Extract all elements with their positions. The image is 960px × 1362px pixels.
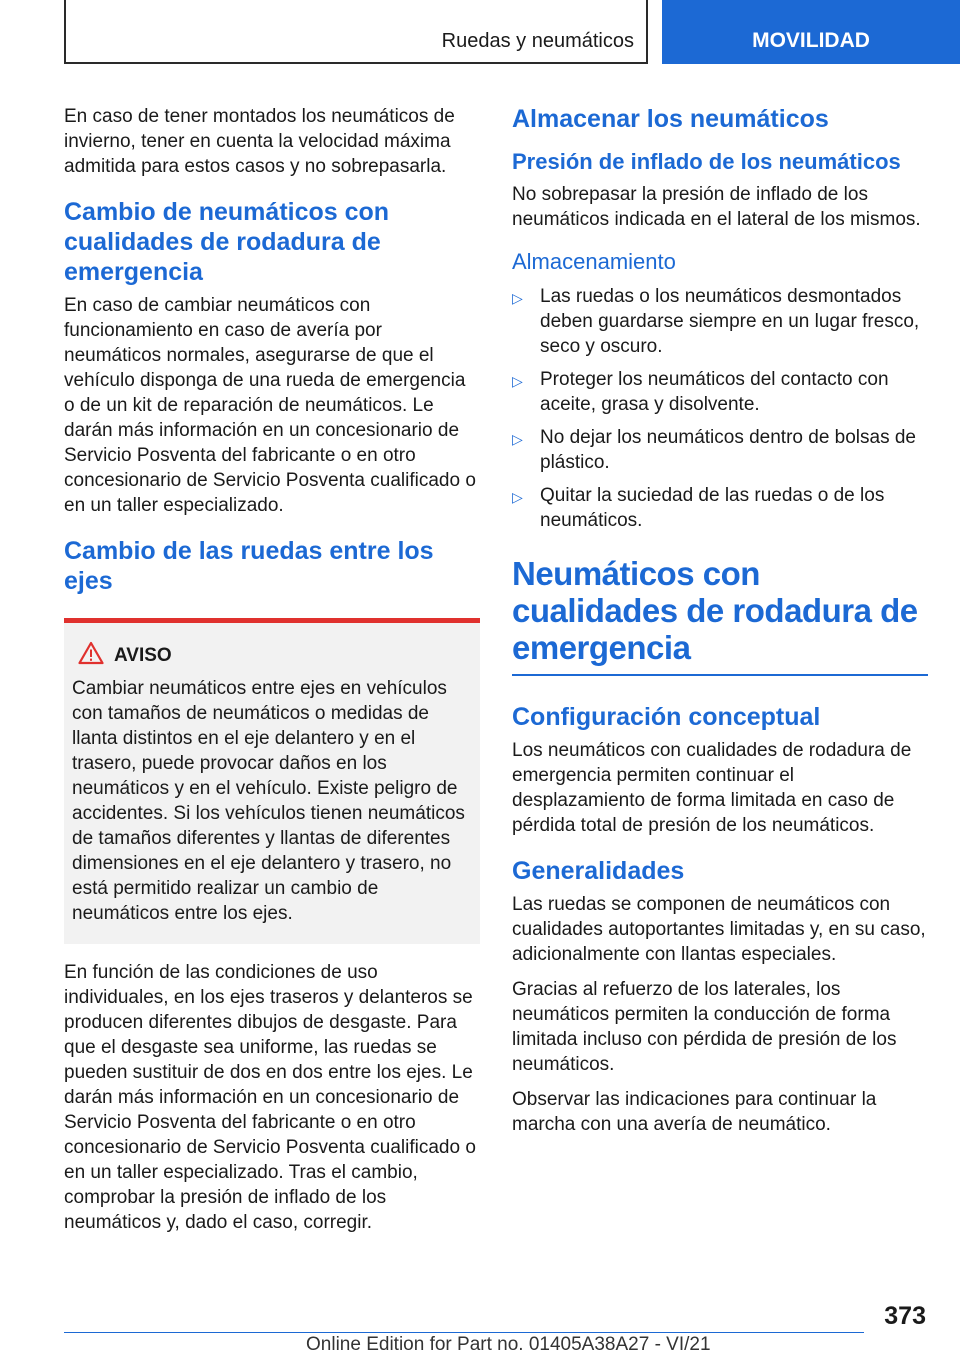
footer-edition-text: Online Edition for Part no. 01405A38A27 - VI/21 xyxy=(306,1334,711,1355)
heading-axle-wheel-change: Cambio de las ruedas entre los ejes xyxy=(64,537,434,595)
general-paragraph-2: Gracias al refuerzo de los laterales, los neumáticos permiten la conducción de forma limitada incluso con pérdida de presión de los neumáticos. xyxy=(512,979,897,1075)
heading-emergency-tire-change: Cambio de neumáticos con cualidades de rodadura de emergencia xyxy=(64,198,390,286)
left-column xyxy=(64,104,480,1245)
list-item: ▷ Quitar la suciedad de las ruedas o de los neumáticos. xyxy=(512,485,885,531)
list-item: ▷ Proteger los neumáticos del contacto con aceite, grasa y disolvente. xyxy=(512,369,889,415)
header-section-title: Ruedas y neumáticos xyxy=(441,30,634,52)
intro-paragraph: En caso de tener montados los neumáticos de invierno, tener en cuenta la velocidad máxima admitida para estos casos y no sobrepasarla. xyxy=(64,106,455,177)
list-item: ▷ No dejar los neumáticos dentro de bolsas de plástico. xyxy=(512,427,917,473)
general-paragraph-3: Observar las indicaciones para continuar la marcha con una avería de neumático. xyxy=(512,1089,877,1135)
heading-concept: Configuración conceptual xyxy=(512,703,821,731)
warning-triangle-icon xyxy=(78,641,104,670)
heading-inflation-pressure: Presión de inflado de los neumáticos xyxy=(512,149,901,174)
footer-divider xyxy=(64,1332,864,1333)
emergency-tire-change-paragraph: En caso de cambiar neumáticos con funcionamiento en caso de avería por neumáticos normales, asegurarse de que el vehículo disponga de una rueda de emergencia o de un kit de reparación de neumáticos. Le darán más información en un concesionario de Servicio Posventa del fabricante o en otro concesionario de Servicio Posventa cualificado o en un taller especializado. xyxy=(64,295,476,516)
warning-box xyxy=(64,618,480,944)
general-paragraph-1: Las ruedas se componen de neumáticos con cualidades autoportantes limitadas y, en su caso, adicionalmente con llantas especiales. xyxy=(512,894,926,965)
bullet-triangle-icon: ▷ xyxy=(512,489,523,505)
axle-wheel-change-paragraph: En función de las condiciones de uso individuales, en los ejes traseros y delanteros se producen diferentes dibujos de desgaste. Para que el desgaste sea uniforme, las ruedas se pueden sustituir de dos en dos entre los ejes. Le darán más información en un concesionario de Servicio Posventa del fabricante o en otro concesionario de Servicio Posventa cualificado o en un taller especializado. Tras el cambio, comprobar la presión de inflado de los neumáticos y, dado el caso, corregir. xyxy=(64,962,476,1233)
heading-tire-storage: Almacenar los neumáticos xyxy=(512,105,829,133)
heading-general: Generalidades xyxy=(512,857,685,885)
storage-list xyxy=(512,284,928,533)
inflation-pressure-paragraph: No sobrepasar la presión de inflado de los neumáticos indicada en el lateral de los mismos. xyxy=(512,184,921,230)
bullet-triangle-icon: ▷ xyxy=(512,373,523,389)
warning-text: Cambiar neumáticos entre ejes en vehículos con tamaños de neumáticos o medidas de llanta distintos en el eje delantero y en el trasero, puede provocar daños en los neumáticos y en el vehículo. Existe peligro de accidentes. Si los vehículos tienen neumáticos de tamaños diferentes y llantas de diferentes dimensiones en el eje delantero y trasero, no está permitido realizar un cambio de neumáticos entre los ejes. xyxy=(72,678,465,924)
right-column xyxy=(512,104,928,1147)
warning-header xyxy=(78,641,472,670)
header-chapter-tab[interactable] xyxy=(662,0,960,64)
header-chapter-label: MOVILIDAD xyxy=(752,29,870,52)
bullet-triangle-icon: ▷ xyxy=(512,290,523,306)
warning-title: AVISO xyxy=(114,644,172,666)
heading-storage: Almacenamiento xyxy=(512,249,676,274)
heading-runflat-tires: Neumáticos con cualidades de rodadura de emergencia xyxy=(512,555,928,676)
bullet-triangle-icon: ▷ xyxy=(512,431,523,447)
list-item: ▷ Las ruedas o los neumáticos desmontados deben guardarse siempre en un lugar fresco, seco y oscuro. xyxy=(512,286,920,357)
concept-paragraph: Los neumáticos con cualidades de rodadura de emergencia permiten continuar el desplazamiento de forma limitada en caso de pérdida total de presión de los neumáticos. xyxy=(512,740,912,836)
page-number: 373 xyxy=(884,1302,926,1330)
